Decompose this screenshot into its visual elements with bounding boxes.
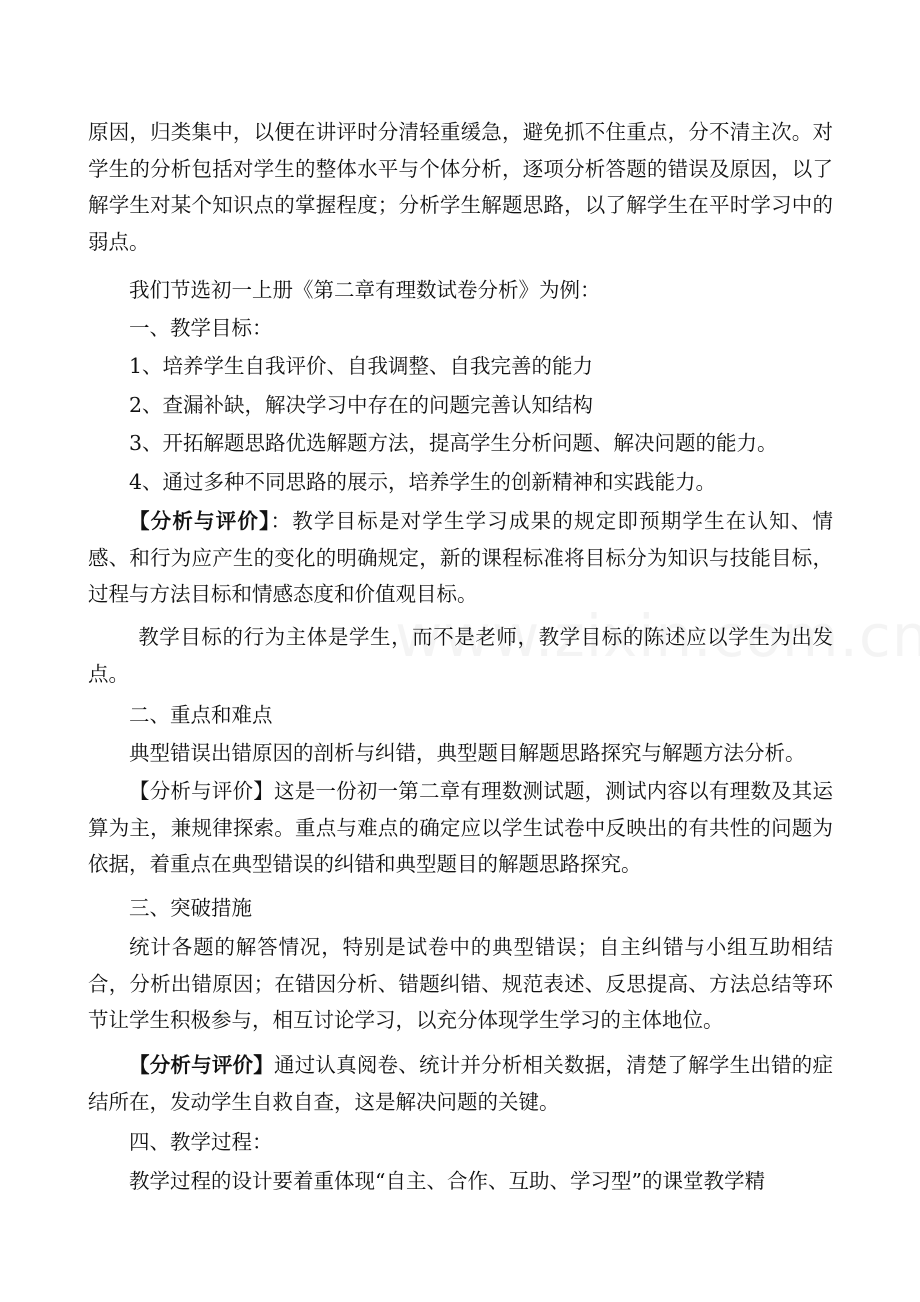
paragraph-example: 我们节选初一上册《第二章有理数试卷分析》为例：: [129, 278, 601, 302]
heading-key-points: 二、重点和难点: [129, 703, 273, 727]
paragraph-key-points: 典型错误出错原因的剖析与纠错，典型题目解题思路探究与解题方法分析。: [129, 741, 806, 765]
paragraph-intro: 原因，归类集中，以便在讲评时分清轻重缓急，避免抓不住重点，分不清主次。对学生的分析包括对学生的整体水平与个体分析，逐项分析答题的错误及原因，以了解学生对某个知识点的掌握程度；分析学生解题思路，以了解学生在平时学习中的弱点。: [88, 120, 833, 254]
goal-item-1: 1、培养学生自我评价、自我调整、自我完善的能力: [129, 354, 594, 378]
analysis-text: ：教学目标是对学生学习成果的规定即预期学生在认知、情感、和行为应产生的变化的明确规定，新的课程标准将目标分为知识与技能目标，过程与方法目标和情感态度和价值观目标。: [88, 509, 834, 606]
paragraph-teaching-process: 教学过程的设计要着重体现“自主、合作、互助、学习型”的课堂教学精: [129, 1169, 765, 1193]
paragraph-analysis-goals: [88, 503, 833, 613]
analysis-text: 这是一份初一第二章有理数测试题，测试内容以有理数及其运算为主，兼规律探索。重点与难点的确定应以学生试卷中反映出的有共性的问题为依据，着重点在典型错误的纠错和典型题目的解题思路探究。: [88, 779, 833, 876]
paragraph-breakthrough: 统计各题的解答情况，特别是试卷中的典型错误；自主纠错与小组互助相结合，分析出错原因；在错因分析、错题纠错、规范表述、反思提高、方法总结等环节让学生积极参与，相互讨论学习，以充分体现学生学习的主体地位。: [88, 935, 833, 1032]
heading-breakthrough: 三、突破措施: [129, 896, 252, 920]
analysis-label: 【分析与评价】: [129, 779, 274, 803]
analysis-label: 【分析与评价】: [129, 509, 271, 533]
paragraph-behavior-subject: 教学目标的行为主体是学生，而不是老师，教学目标的陈述应以学生为出发点。: [88, 625, 833, 686]
heading-teaching-goals: 一、教学目标：: [129, 316, 273, 340]
analysis-text: 通过认真阅卷、统计并分析相关数据，清楚了解学生出错的症结所在，发动学生自救自查，这是解决问题的关键。: [88, 1053, 833, 1114]
paragraph-analysis-key-points: [88, 773, 833, 883]
goal-item-3: 3、开拓解题思路优选解题方法，提高学生分析问题、解决问题的能力。: [129, 431, 778, 455]
goal-item-4: 4、通过多种不同思路的展示，培养学生的创新精神和实践能力。: [129, 470, 717, 494]
heading-teaching-process: 四、教学过程：: [129, 1130, 273, 1154]
goal-item-2: 2、查漏补缺，解决学习中存在的问题完善认知结构: [129, 393, 594, 417]
analysis-label: 【分析与评价】: [129, 1053, 274, 1077]
paragraph-analysis-breakthrough: [88, 1047, 833, 1120]
